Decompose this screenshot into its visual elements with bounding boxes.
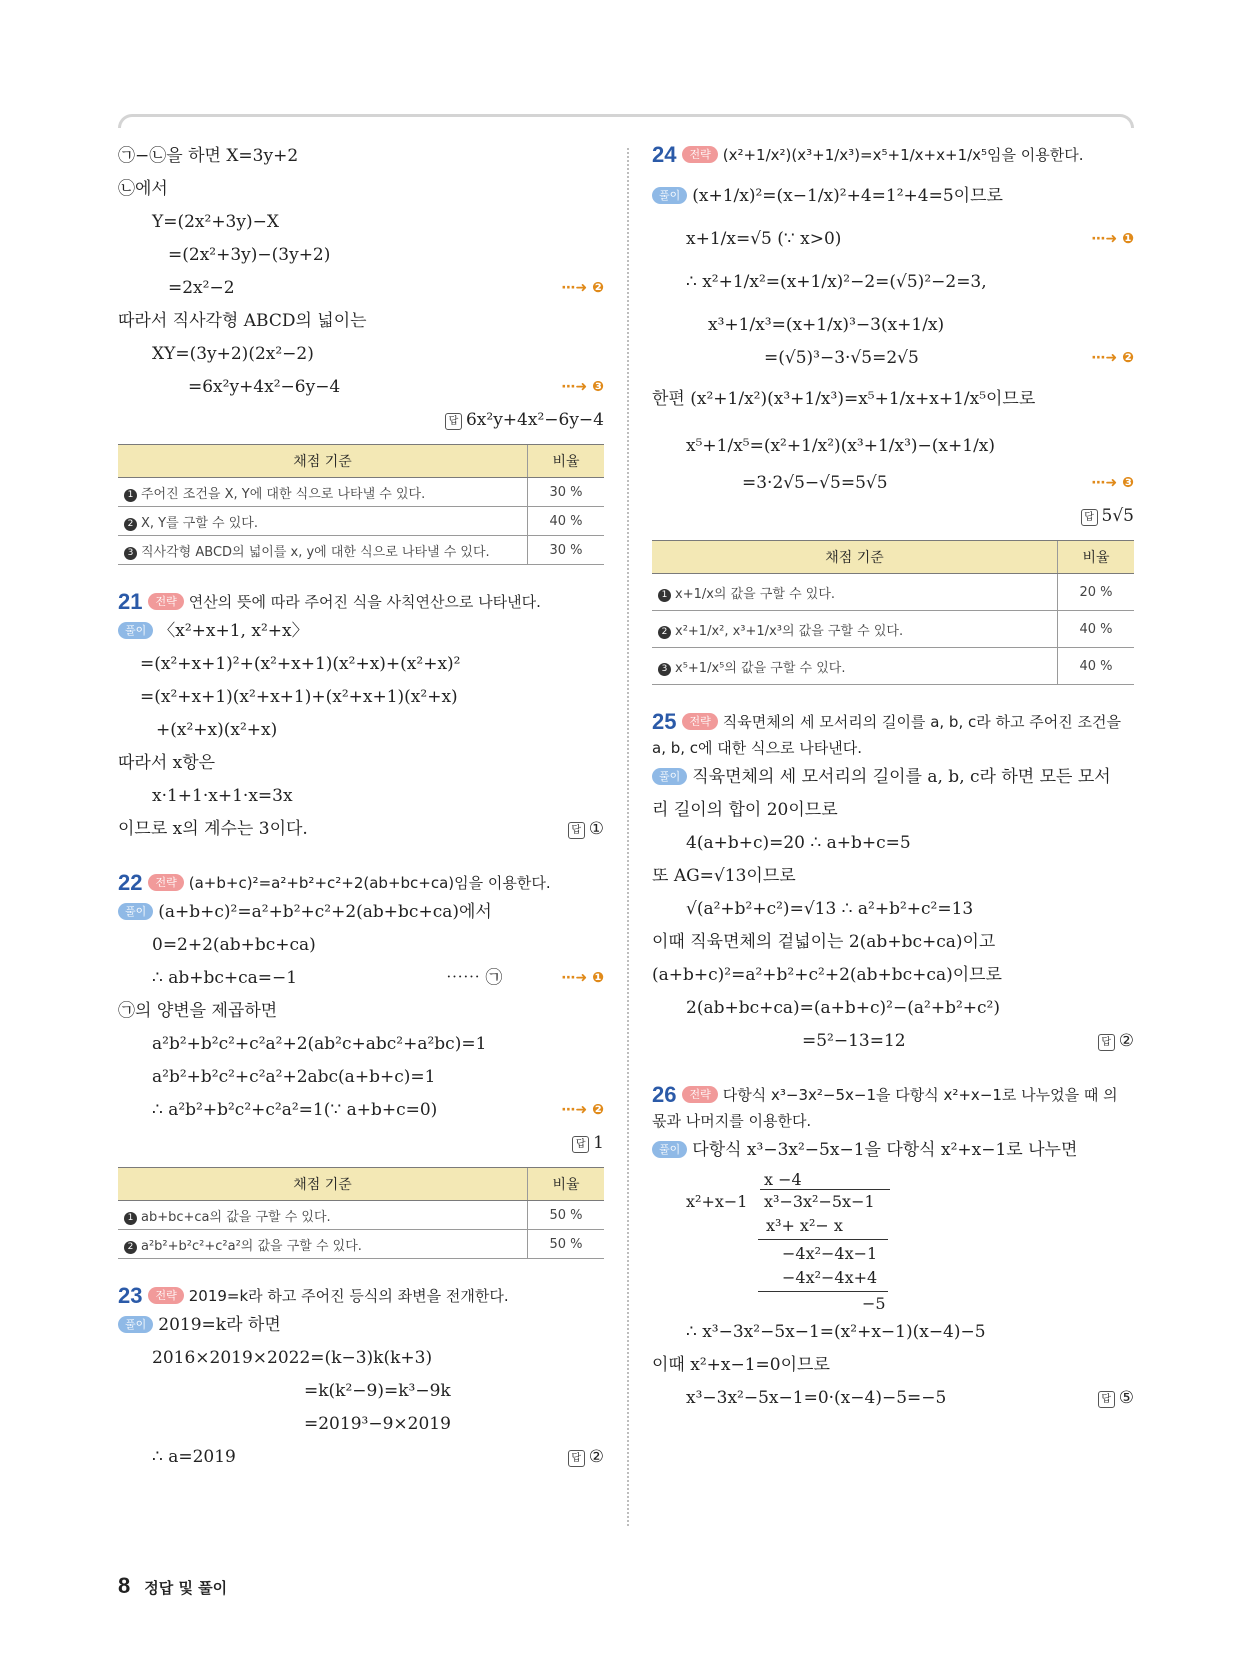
long-division: x −4 x²+x−1 x³−3x²−5x−1 x³+ x²− x −4x²−4x−1 −4x²−4x+4 −5: [686, 1167, 1134, 1302]
solution-line: 이때 직육면체의 겉넓이는 2(ab+bc+ca)이고: [652, 932, 996, 952]
page-number: 8: [118, 1573, 131, 1598]
solution-line: 2016×2019×2022=(k−3)k(k+3): [152, 1348, 433, 1368]
answer-icon: 답: [1098, 1034, 1115, 1051]
solution-line: 풀이 〈x²+x+1, x²+x〉: [118, 615, 604, 648]
solution-line: 또 AG=√13이므로: [652, 866, 796, 886]
solution-line: 0=2+2(ab+bc+ca): [152, 935, 316, 955]
step-marker: ⋯➜ ❶: [561, 970, 604, 986]
solution-line: (a+b+c)²=a²+b²+c²+2(ab+bc+ca)이므로: [652, 965, 1002, 985]
solution-line: =2019³−9×2019: [304, 1414, 451, 1434]
problem-24: 24 전략 (x²+1/x²)(x³+1/x³)=x⁵+1/x+x+1/x⁵임을 이용한다.: [652, 142, 1084, 167]
solution-line: x³−3x²−5x−1=0·(x−4)−5=−5 답 ⑤: [686, 1388, 1134, 1408]
solution-line: 2(ab+bc+ca)=(a+b+c)²−(a²+b²+c²): [686, 998, 1000, 1018]
answer-icon: 답: [572, 1136, 589, 1153]
answer: 답 6x²y+4x²−6y−4: [118, 404, 604, 436]
solution-line: a²b²+b²c²+c²a²+2(ab²c+abc²+a²bc)=1: [152, 1034, 487, 1054]
solution-line: =2x²−2 ⋯➜ ❷: [118, 272, 604, 305]
solution-line: 따라서 직사각형 ABCD의 넓이는: [118, 311, 367, 331]
solution-line: =(2x²+3y)−(3y+2): [168, 245, 331, 265]
solution-line: 이때 x²+x−1=0이므로: [652, 1355, 830, 1375]
solution-line: =(√5)³−3·√5=2√5 ⋯➜ ❷: [652, 342, 1134, 375]
solution-line: ㉡에서: [118, 179, 168, 199]
scoring-table: 채점 기준 비율 1 ab+bc+ca의 값을 구할 수 있다. 50 % 2 a²b²+b²c²+c²a²의 값을 구할 수 있다. 50 %: [118, 1167, 604, 1259]
solution-line: 한편 (x²+1/x²)(x³+1/x³)=x⁵+1/x+x+1/x⁵이므로: [652, 389, 1036, 409]
step-marker: ⋯➜ ❶: [1091, 231, 1134, 247]
solution-line: x⁵+1/x⁵=(x²+1/x²)(x³+1/x³)−(x+1/x): [686, 436, 996, 456]
step-marker: ⋯➜ ❸: [1091, 475, 1134, 491]
answer-icon: 답: [568, 1450, 585, 1467]
right-column: [652, 140, 1134, 1415]
solution-line: Y=(2x²+3y)−X: [152, 212, 279, 232]
solution-line: =(x²+x+1)²+(x²+x+1)(x²+x)+(x²+x)²: [140, 654, 461, 674]
solution-line: XY=(3y+2)(2x²−2): [152, 344, 314, 364]
solution-line: =k(k²−9)=k³−9k: [304, 1381, 451, 1401]
solution-line: 풀이 2019=k라 하면: [118, 1309, 604, 1342]
step-marker: ⋯➜ ❸: [561, 379, 604, 395]
answer-icon: 답: [568, 822, 585, 839]
problem-21: 21 전략 연산의 뜻에 따라 주어진 식을 사칙연산으로 나타낸다.: [118, 589, 541, 614]
solution-line: 리 길이의 합이 20이므로: [652, 800, 838, 820]
answer: 답 5√5: [652, 500, 1134, 532]
solution-line: ∴ a=2019 답 ②: [152, 1447, 604, 1467]
page-footer: [118, 1573, 227, 1599]
top-border: [118, 114, 1134, 128]
step-marker: ⋯➜ ❷: [561, 1102, 604, 1118]
solution-line: 이므로 x의 계수는 3이다. 답 ①: [118, 819, 604, 839]
solution-line: 풀이 (a+b+c)²=a²+b²+c²+2(ab+bc+ca)에서: [118, 896, 604, 929]
left-column: [118, 140, 604, 1474]
solution-line: =6x²y+4x²−6y−4 ⋯➜ ❸: [118, 371, 604, 404]
answer-icon: 답: [1098, 1391, 1115, 1408]
solution-line: =(x²+x+1)(x²+x+1)+(x²+x+1)(x²+x): [140, 687, 458, 707]
solution-line: =3·2√5−√5=5√5 ⋯➜ ❸: [652, 467, 1134, 500]
solution-line: 풀이 직육면체의 세 모서리의 길이를 a, b, c라 하면 모든 모서: [652, 761, 1134, 794]
problem-22: 22 전략 (a+b+c)²=a²+b²+c²+2(ab+bc+ca)임을 이용한다.: [118, 870, 551, 895]
solution-line: ㉠의 양변을 제곱하면: [118, 1001, 278, 1021]
step-marker: ⋯➜ ❷: [561, 280, 604, 296]
footer-title: 정답 및 풀이: [144, 1579, 228, 1597]
step-marker: ⋯➜ ❷: [1091, 350, 1134, 366]
solution-line: a²b²+b²c²+c²a²+2abc(a+b+c)=1: [152, 1067, 436, 1087]
answer: 답 1: [118, 1127, 604, 1159]
solution-line: ∴ x³−3x²−5x−1=(x²+x−1)(x−4)−5: [686, 1322, 986, 1342]
solution-line: =5²−13=12 답 ②: [802, 1031, 1134, 1051]
solution-line: ∴ ab+bc+ca=−1 ⋯⋯ ㉠ ⋯➜ ❶: [118, 962, 604, 995]
problem-25: 25 전략 직육면체의 세 모서리의 길이를 a, b, c라 하고 주어진 조건을 a, b, c에 대한 식으로 나타낸다.: [652, 709, 1121, 757]
scoring-table: 채점 기준 비율 1 x+1/x의 값을 구할 수 있다. 20 % 2 x²+1/x², x³+1/x³의 값을 구할 수 있다. 40 % 3 x⁵+1/x⁵의 값을 구할 수 있다. 40 %: [652, 540, 1134, 685]
solution-line: ㉠−㉡을 하면 X=3y+2: [118, 146, 299, 166]
answer-icon: 답: [445, 413, 462, 430]
solution-line: 풀이 다항식 x³−3x²−5x−1을 다항식 x²+x−1로 나누면: [652, 1134, 1134, 1167]
problem-23: 23 전략 2019=k라 하고 주어진 등식의 좌변을 전개한다.: [118, 1283, 509, 1308]
scoring-table: 채점 기준 비율 1 주어진 조건을 X, Y에 대한 식으로 나타낼 수 있다. 30 % 2 X, Y를 구할 수 있다. 40 % 3 직사각형 ABCD의 넓이를 x, y에 대한 식으로 나타낼 수 있다. 30 %: [118, 444, 604, 565]
column-divider: [627, 148, 629, 1526]
solution-line: √(a²+b²+c²)=√13 ∴ a²+b²+c²=13: [686, 899, 974, 919]
solution-line: x·1+1·x+1·x=3x: [152, 786, 293, 806]
solution-line: ∴ a²b²+b²c²+c²a²=1(∵ a+b+c=0) ⋯➜ ❷: [118, 1094, 604, 1127]
solution-line: 따라서 x항은: [118, 753, 216, 773]
solution-line: 4(a+b+c)=20 ∴ a+b+c=5: [686, 833, 911, 853]
solution-line: x+1/x=√5 (∵ x>0) ⋯➜ ❶: [652, 223, 1134, 256]
solution-line: 풀이 (x+1/x)²=(x−1/x)²+4=1²+4=5이므로: [652, 180, 1134, 213]
solution-line: +(x²+x)(x²+x): [156, 720, 278, 740]
answer-icon: 답: [1081, 509, 1098, 526]
solution-line: ∴ x²+1/x²=(x+1/x)²−2=(√5)²−2=3,: [686, 272, 987, 292]
solution-line: x³+1/x³=(x+1/x)³−3(x+1/x): [708, 315, 945, 335]
problem-26: 26 전략 다항식 x³−3x²−5x−1을 다항식 x²+x−1로 나누었을 때 의 몫과 나머지를 이용한다.: [652, 1082, 1118, 1130]
